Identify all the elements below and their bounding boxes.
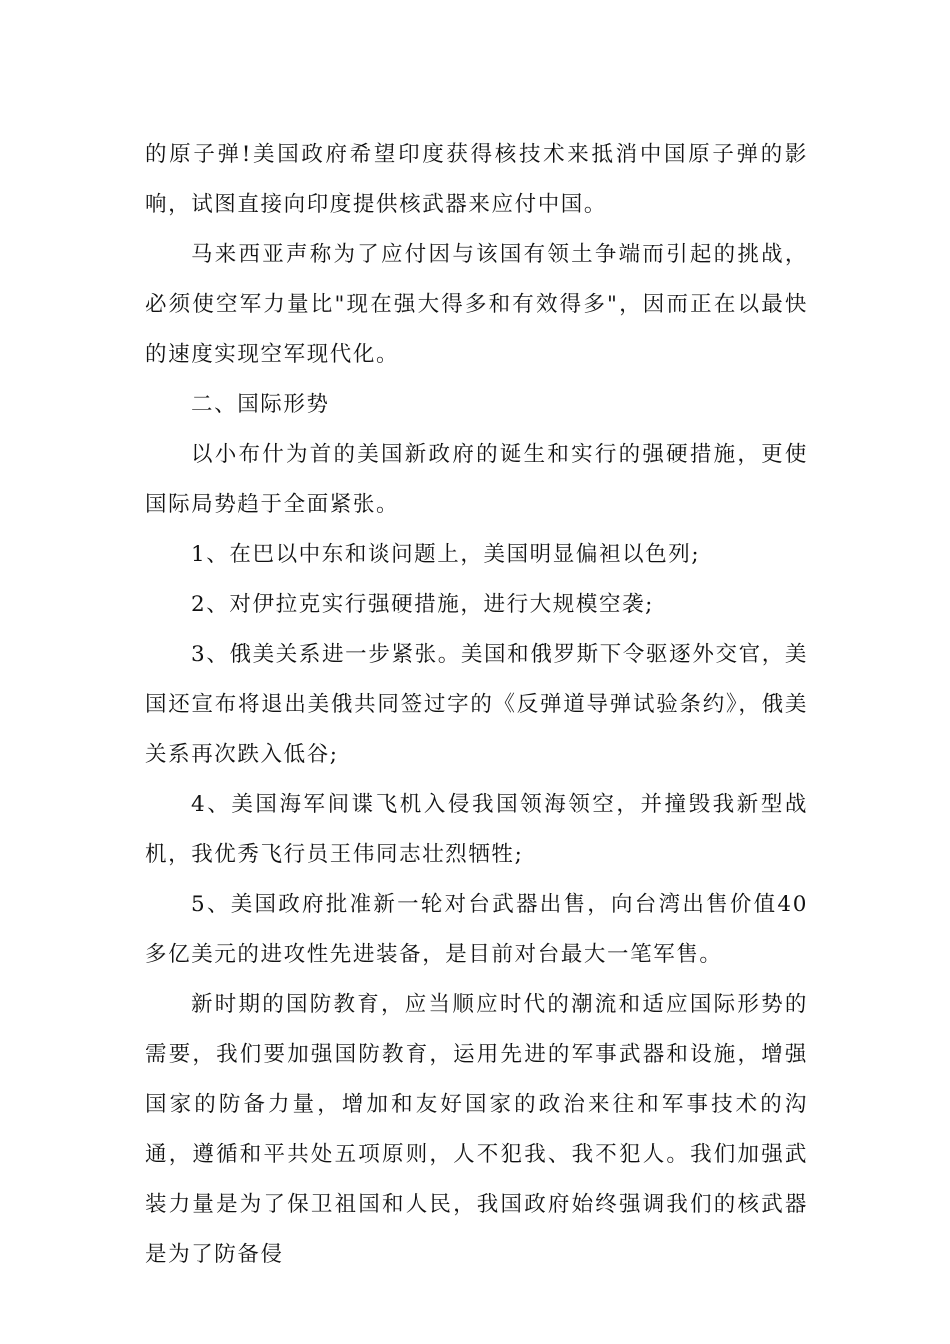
section-heading-international-situation: 二、国际形势 [191, 392, 330, 417]
paragraph-continuation: 的原子弹!美国政府希望印度获得核技术来抵消中国原子弹的影响，试图直接向印度提供核武器来应付中国。 [145, 142, 808, 217]
list-item-1: 1、在巴以中东和谈问题上，美国明显偏袒以色列; [191, 542, 701, 567]
list-item-4: 4、美国海军间谍飞机入侵我国领海领空，并撞毁我新型战机，我优秀飞行员王伟同志壮烈牺牲; [145, 792, 808, 867]
list-item-3: 3、俄美关系进一步紧张。美国和俄罗斯下令驱逐外交官，美国还宣布将退出美俄共同签过字的《反弹道导弹试验条约》，俄美关系再次跌入低谷; [145, 642, 808, 767]
list-item-5: 5、美国政府批准新一轮对台武器出售，向台湾出售价值40多亿美元的进攻性先进装备，是目前对台最大一笔军售。 [145, 892, 808, 967]
paragraph-international-intro: 以小布什为首的美国新政府的诞生和实行的强硬措施，更使国际局势趋于全面紧张。 [145, 442, 808, 517]
document-body [145, 130, 808, 1280]
list-item-2: 2、对伊拉克实行强硬措施，进行大规模空袭; [191, 592, 655, 617]
paragraph-defense-education: 新时期的国防教育，应当顺应时代的潮流和适应国际形势的需要，我们要加强国防教育，运用先进的军事武器和设施，增强国家的防备力量，增加和友好国家的政治来往和军事技术的沟通，遵循和平共处五项原则，人不犯我、我不犯人。我们加强武装力量是为了保卫祖国和人民，我国政府始终强调我们的核武器是为了防备侵 [145, 992, 808, 1267]
paragraph-malaysia: 马来西亚声称为了应付因与该国有领土争端而引起的挑战，必须使空军力量比"现在强大得多和有效得多"，因而正在以最快的速度实现空军现代化。 [145, 242, 808, 367]
